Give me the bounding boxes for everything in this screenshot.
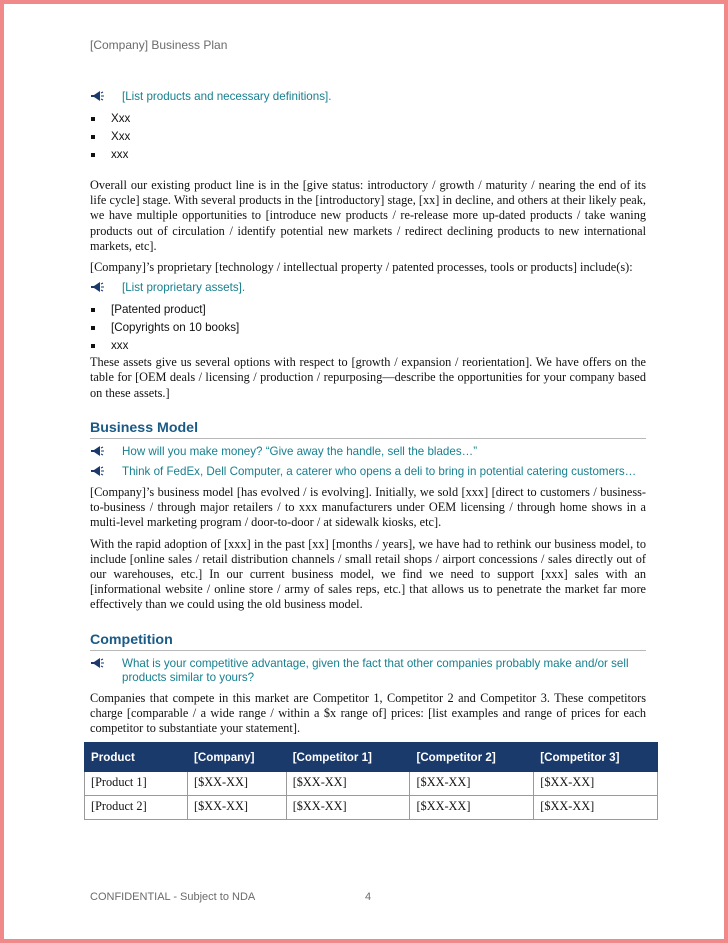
table-cell: [Product 1] (85, 771, 188, 795)
business-model-paragraph: [Company]’s business model [has evolved / is evolving]. Initially, we sold [xxx] [direct to customers / business-to-business / through major retailers / to xxx manufacturers under OEM licensing / through home shows in a multi-level marketing program / door-to-door / at sidewalk kiosks, etc]. (90, 485, 646, 530)
table-cell: [Product 2] (85, 795, 188, 819)
list-item: [Copyrights on 10 books] (90, 319, 646, 337)
list-item: xxx (90, 337, 646, 355)
product-line-paragraph: Overall our existing product line is in the [give status: introductory / growth / maturity / nearing the end of its life cycle] stage. With several products in the [introductory] stage, [xx] in decline, and others at their likely peak, we have multiple opportunities to [introduce new products / re-release more up-dated products / take waning products out of circulation / identify potential new markets / redirect declining products to new international markets, etc]. (90, 178, 646, 253)
instruction-tip (90, 657, 646, 685)
megaphone-icon (90, 90, 104, 102)
column-header: Product (85, 743, 188, 771)
tip-text: How will you make money? “Give away the handle, sell the blades…” (122, 445, 478, 459)
page-header: [Company] Business Plan (90, 38, 228, 52)
tip-text: [List proprietary assets]. (122, 281, 246, 295)
list-item: Xxx (90, 128, 646, 146)
asset-list (90, 301, 646, 355)
table-cell: [$XX-XX] (410, 771, 534, 795)
tip-text: Think of FedEx, Dell Computer, a caterer who opens a deli to bring in potential catering customers… (122, 465, 637, 479)
table-row (85, 795, 658, 819)
section-heading-competition: Competition (90, 633, 646, 651)
megaphone-icon (90, 445, 104, 457)
page-body (90, 90, 646, 820)
product-list (90, 110, 646, 164)
table-cell: [$XX-XX] (286, 771, 410, 795)
table-header-row (85, 743, 658, 771)
instruction-tip (90, 445, 646, 459)
column-header: [Competitor 2] (410, 743, 534, 771)
table-cell: [$XX-XX] (286, 795, 410, 819)
list-item: xxx (90, 146, 646, 164)
page-number: 4 (365, 891, 372, 903)
table-cell: [$XX-XX] (410, 795, 534, 819)
megaphone-icon (90, 281, 104, 293)
table-cell: [$XX-XX] (188, 771, 287, 795)
business-model-paragraph: With the rapid adoption of [xxx] in the past [xx] [months / years], we have had to rethink our business model, to include [online sales / retail distribution channels / small retail shops / airport concessions / sales directly out of our warehouses, etc.] In our current business model, we find we need to support [xxx] sales with an [informational website / online store / army of sales reps, etc.] that allows us to penetrate the market far more effectively than we could using the old business model. (90, 536, 646, 612)
competitor-price-table (84, 742, 658, 820)
instruction-tip (90, 465, 646, 479)
section-heading-business-model: Business Model (90, 421, 646, 439)
competition-paragraph: Companies that compete in this market are Competitor 1, Competitor 2 and Competitor 3. These competitors charge [comparable / a wide range / within a $x range of] prices: [list examples and range of prices for each competitor to substantiate your statement]. (90, 690, 646, 736)
table-cell: [$XX-XX] (534, 795, 658, 819)
table-cell: [$XX-XX] (188, 795, 287, 819)
megaphone-icon (90, 465, 104, 477)
tip-text: [List products and necessary definitions]. (122, 90, 332, 103)
column-header: [Competitor 1] (286, 743, 410, 771)
instruction-tip (90, 90, 646, 104)
proprietary-paragraph: [Company]’s proprietary [technology / intellectual property / patented processes, tools or products] include(s): (90, 260, 633, 275)
list-item: [Patented product] (90, 301, 646, 319)
table-cell: [$XX-XX] (534, 771, 658, 795)
page-footer: CONFIDENTIAL - Subject to NDA (90, 891, 256, 903)
instruction-tip (90, 281, 646, 295)
assets-paragraph: These assets give us several options with respect to [growth / expansion / reorientation]. We have offers on the table for [OEM deals / licensing / production / repurposing—describe the opportunities for your company based on these assets.] (90, 355, 646, 400)
tip-text: What is your competitive advantage, given the fact that other companies probably make and/or sell products similar to yours? (122, 656, 629, 684)
list-item: Xxx (90, 110, 646, 128)
column-header: [Competitor 3] (534, 743, 658, 771)
table-row (85, 771, 658, 795)
column-header: [Company] (188, 743, 287, 771)
megaphone-icon (90, 657, 104, 669)
